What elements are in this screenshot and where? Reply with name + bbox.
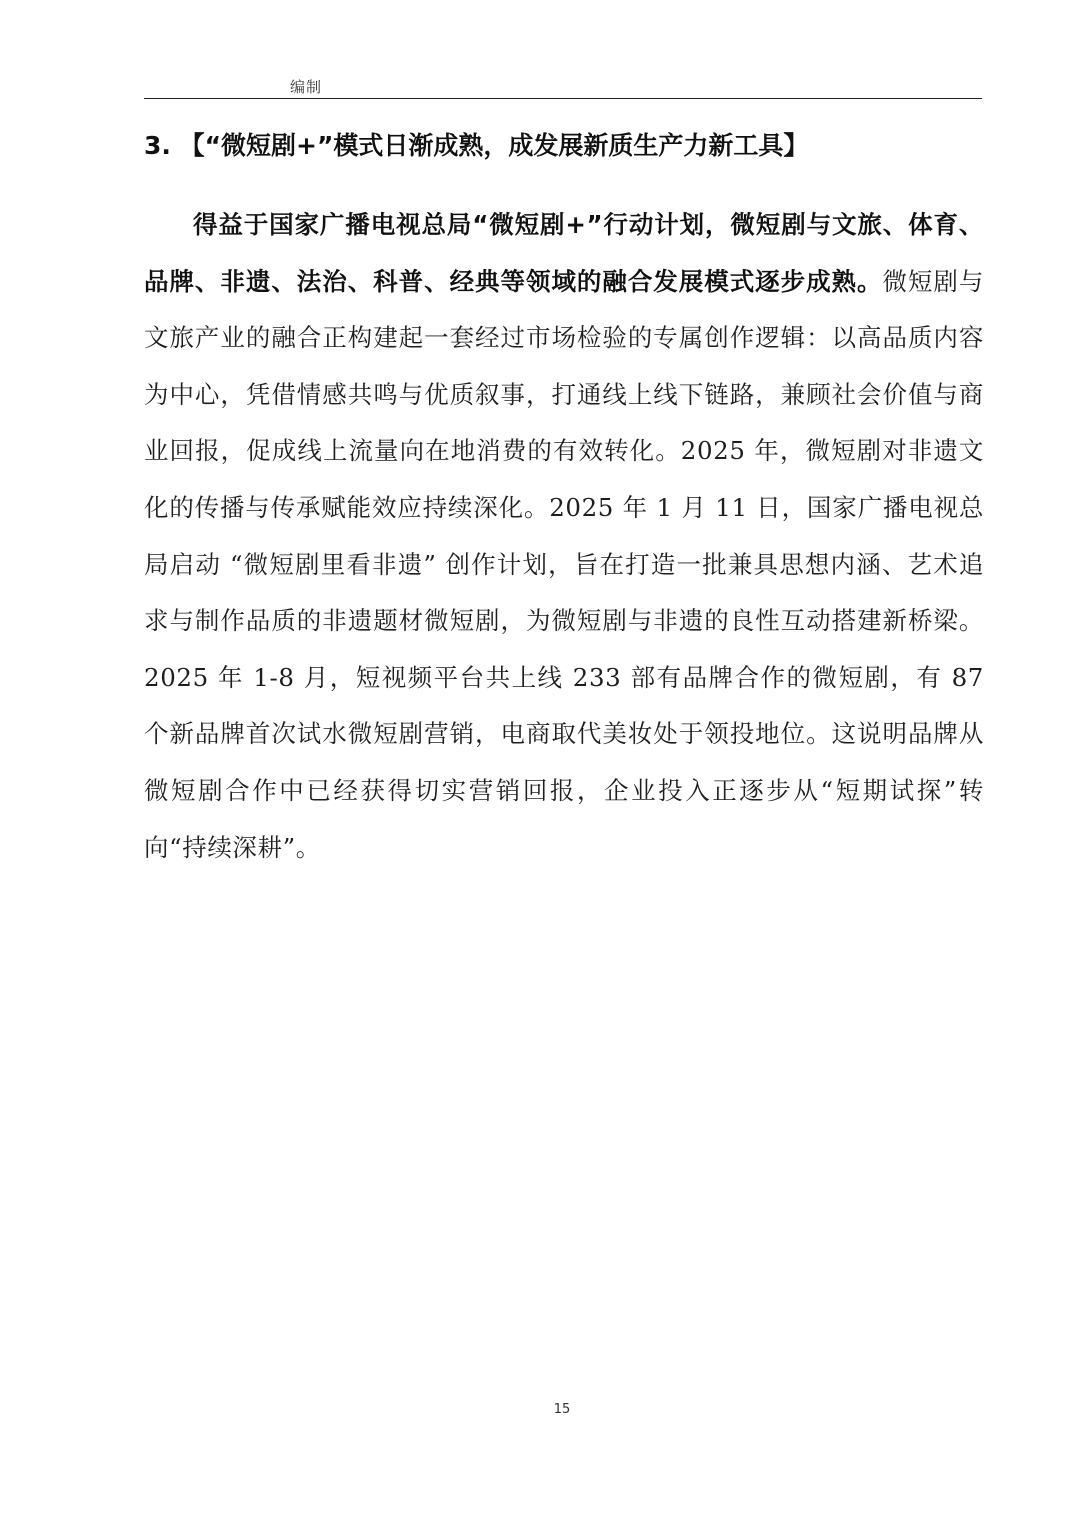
page-number: 15 (553, 1402, 571, 1417)
running-header: 编制 (290, 78, 323, 96)
paragraph-bold-lead: 得益于国家广播电视总局“微短剧+”行动计划，微短剧与文旅、体育、品牌、非遗、法治、科普、经典等领域的融合发展模式逐步成熟。 (144, 210, 984, 296)
paragraph-body-text: 微短剧与文旅产业的融合正构建起一套经过市场检验的专属创作逻辑：以高品质内容为中心，凭借情感共鸣与优质叙事，打通线上线下链路，兼顾社会价值与商业回报，促成线上流量向在地消费的有效转化。2025 年，微短剧对非遗文化的传播与传承赋能效应持续深化。2025 年 1 月 11 日，国家广播电视总局启动 “微短剧里看非遗” 创作计划，旨在打造一批兼具思想内涵、艺术追求与制作品质的非遗题材微短剧，为微短剧与非遗的良性互动搭建新桥梁。2025 年 1-8 月，短视频平台共上线 233 部有品牌合作的微短剧，有 87 个新品牌首次试水微短剧营销，电商取代美妆处于领投地位。这说明品牌从微短剧合作中已经获得切实营销回报，企业投入正逐步从“短期试探”转向“持续深耕”。 (144, 266, 984, 862)
section-heading: 3. 【“微短剧+”模式日渐成熟，成发展新质生产力新工具】 (144, 131, 809, 160)
header-divider (144, 98, 982, 99)
body-paragraph (144, 197, 984, 876)
